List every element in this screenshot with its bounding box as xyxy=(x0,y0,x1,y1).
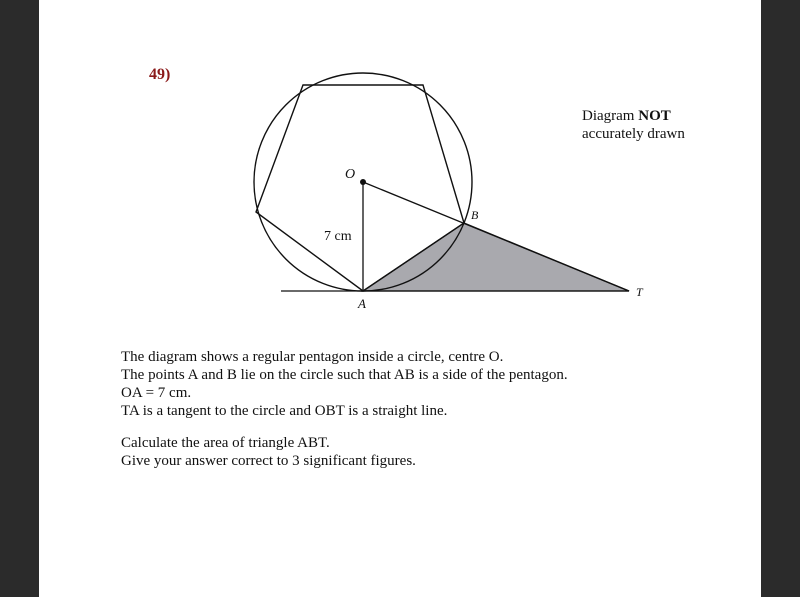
question-line: Give your answer correct to 3 significant figures. xyxy=(121,453,416,469)
label-o: O xyxy=(345,167,356,182)
diagram-note-line2: accurately drawn xyxy=(582,126,685,142)
label-radius: 7 cm xyxy=(324,229,352,244)
label-b: B xyxy=(471,208,479,222)
question-number: 49) xyxy=(149,66,171,83)
question-line: Calculate the area of triangle ABT. xyxy=(121,435,330,451)
question-line: The points A and B lie on the circle such that AB is a side of the pentagon. xyxy=(121,367,568,383)
diagram-note-not: NOT xyxy=(638,108,671,124)
worksheet-page xyxy=(39,0,761,597)
question-text xyxy=(121,348,681,470)
label-a: A xyxy=(358,296,366,311)
question-line: TA is a tangent to the circle and OBT is a straight line. xyxy=(121,403,448,419)
geometry-diagram xyxy=(39,0,761,597)
centre-point xyxy=(360,179,366,185)
label-t: T xyxy=(636,285,643,299)
diagram-note-word: Diagram xyxy=(582,108,635,124)
triangle-abt xyxy=(363,223,629,291)
question-line: OA = 7 cm. xyxy=(121,385,192,401)
question-line: The diagram shows a regular pentagon inside a circle, centre O. xyxy=(121,349,504,365)
